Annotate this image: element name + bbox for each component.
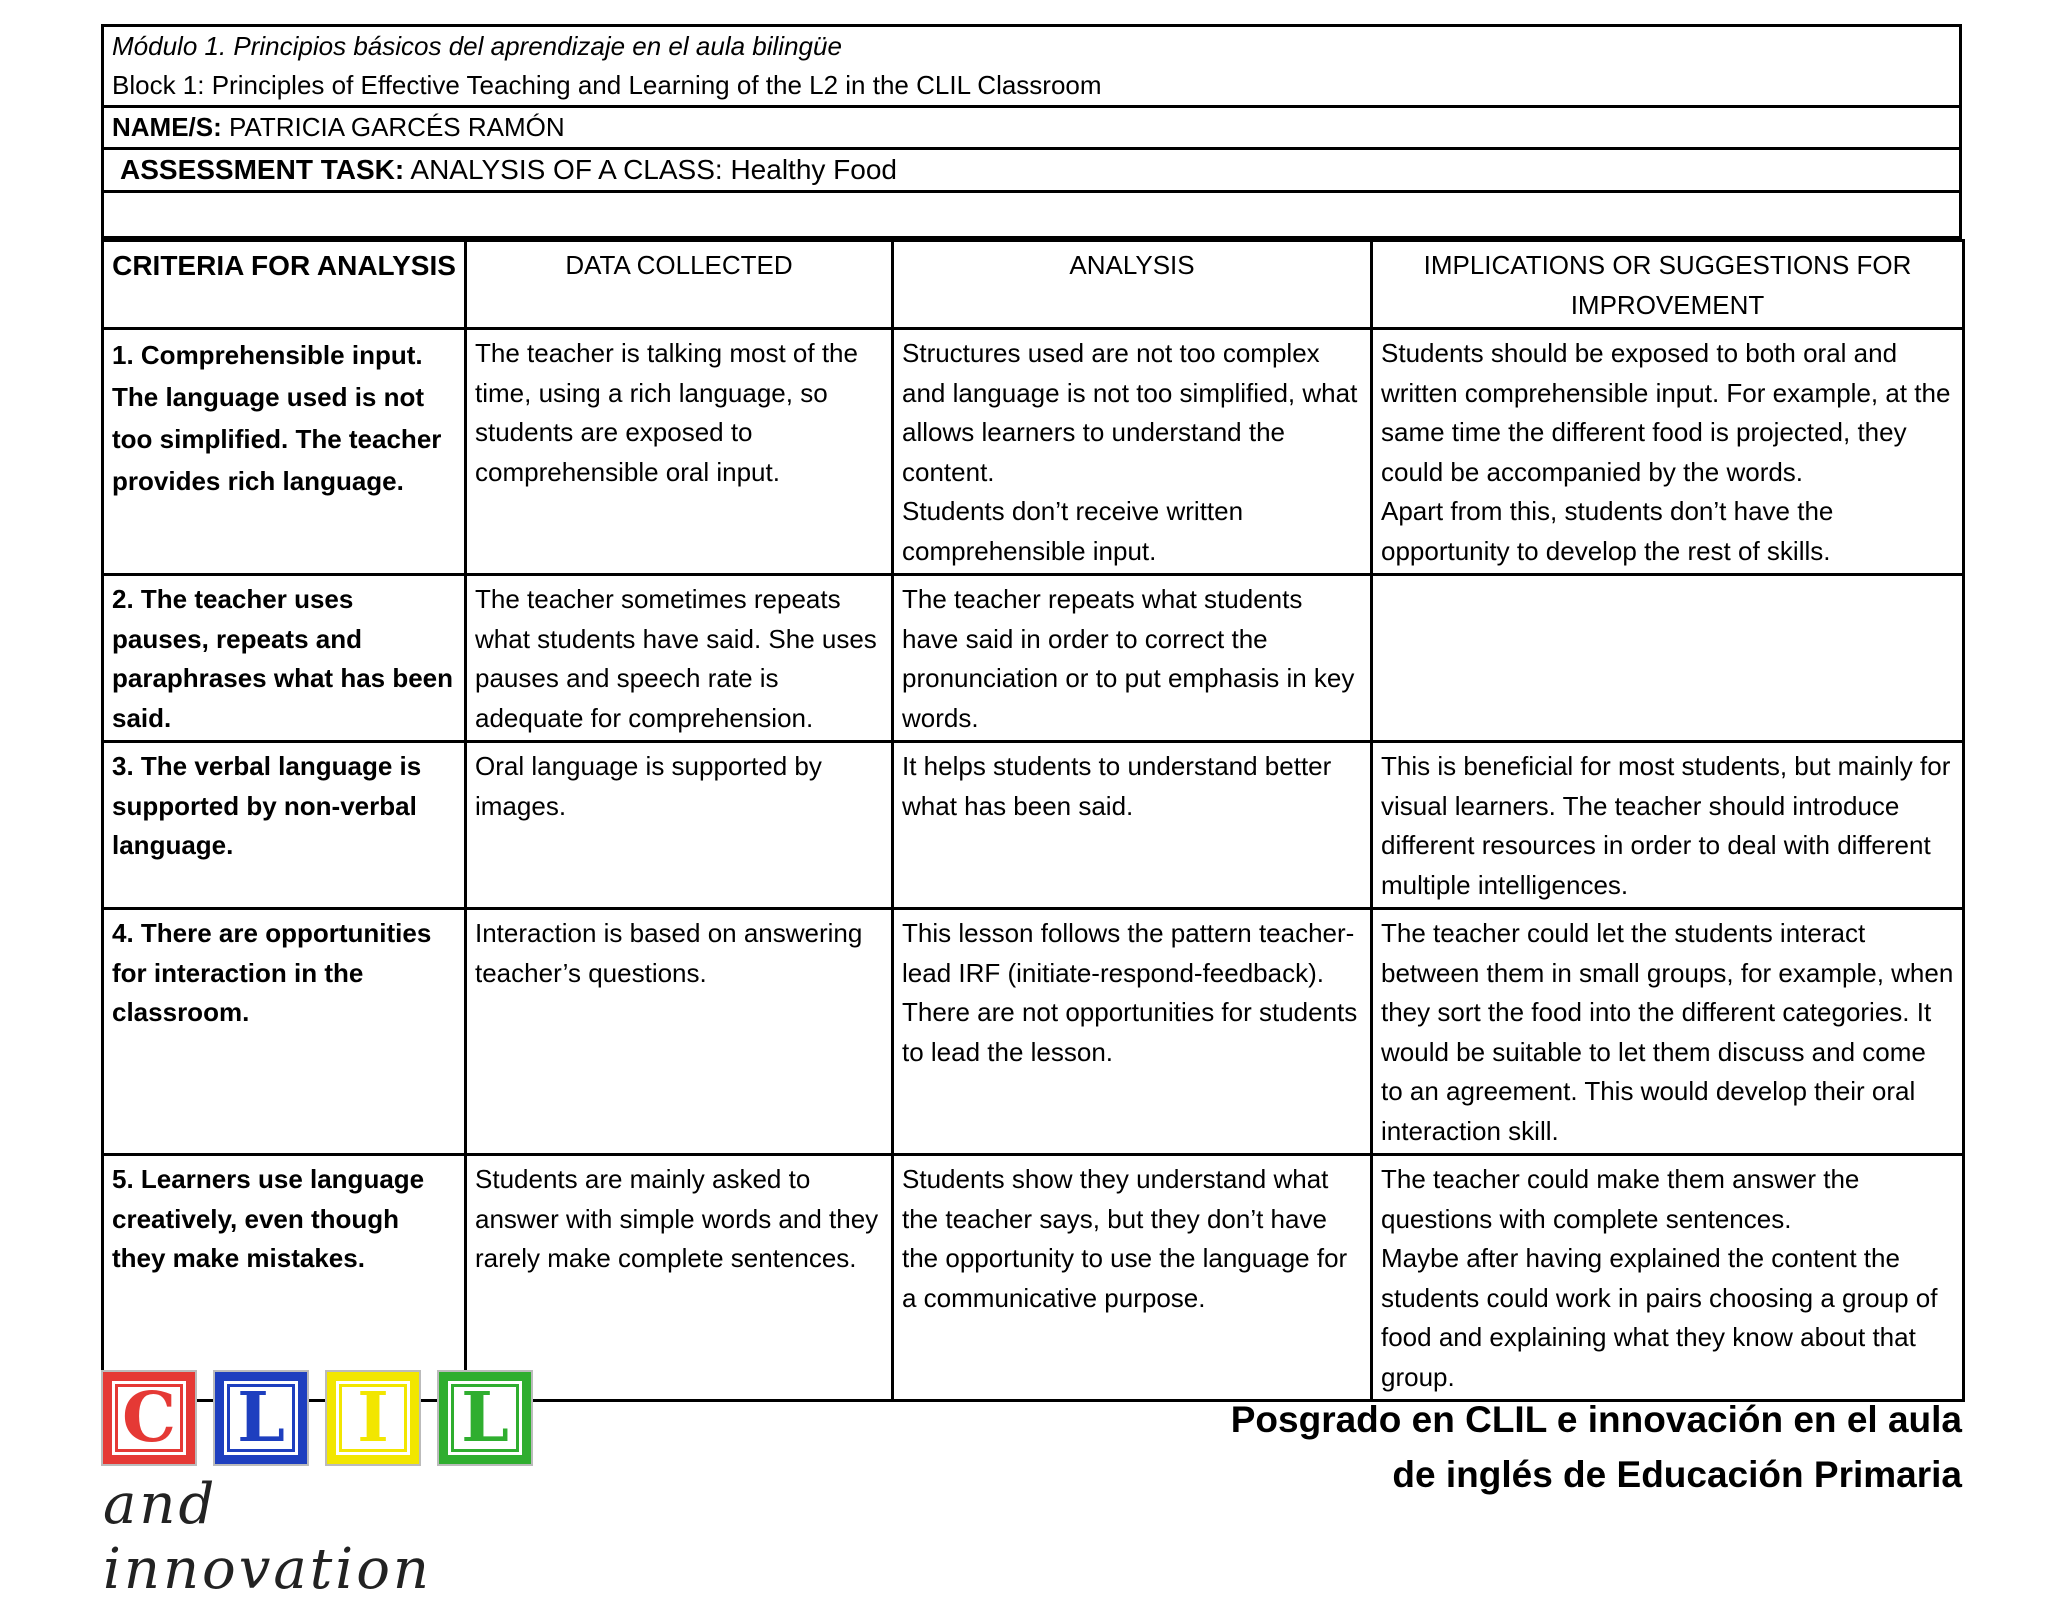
empty-row xyxy=(104,193,1959,239)
course-footer xyxy=(1231,1392,1962,1502)
data-cell: The teacher sometimes repeats what students have said. She uses pauses and speech rate is adequate for comprehension. xyxy=(466,575,893,742)
module-title: Módulo 1. Principios básicos del aprendizaje en el aula bilingüe xyxy=(112,31,842,61)
analysis-cell: The teacher repeats what students have said in order to correct the pronunciation or to put emphasis in key words. xyxy=(893,575,1372,742)
criteria-cell: 2. The teacher uses pauses, repeats and paraphrases what has been said. xyxy=(103,575,466,742)
task-label: ASSESSMENT TASK: xyxy=(120,154,405,185)
table-row xyxy=(103,575,1964,742)
data-cell: Interaction is based on answering teacher’s questions. xyxy=(466,909,893,1155)
implications-text: The teacher could make them answer the questions with complete sentences. xyxy=(1381,1164,1860,1234)
data-cell: Students are mainly asked to answer with simple words and they rarely make complete sentences. xyxy=(466,1155,893,1401)
analysis-text: Students don’t receive written comprehensible input. xyxy=(902,496,1244,566)
table-header-row xyxy=(103,241,1964,329)
analysis-cell: It helps students to understand better what has been said. xyxy=(893,742,1372,909)
data-cell: Oral language is supported by images. xyxy=(466,742,893,909)
footer-line-2: de inglés de Educación Primaria xyxy=(1392,1454,1962,1495)
logo-subtitle: and innovation xyxy=(103,1472,432,1602)
name-label: NAME/S: xyxy=(112,112,222,142)
criteria-cell: 1. Comprehensible input. The language used is not too simplified. The teacher provides rich language. xyxy=(103,329,466,575)
assessment-task-row xyxy=(104,150,1959,193)
analysis-cell xyxy=(893,909,1372,1155)
column-header-data: DATA COLLECTED xyxy=(466,241,893,329)
implications-cell: This is beneficial for most students, but mainly for visual learners. The teacher should introduce different resources in order to deal with different multiple intelligences. xyxy=(1372,742,1964,909)
implications-cell xyxy=(1372,575,1964,742)
column-header-criteria: CRITERIA FOR ANALYSIS xyxy=(103,241,466,329)
analysis-text: There are not opportunities for students to lead the lesson. xyxy=(902,997,1358,1067)
column-header-analysis: ANALYSIS xyxy=(893,241,1372,329)
analysis-cell xyxy=(893,329,1372,575)
implications-text: Apart from this, students don’t have the opportunity to develop the rest of skills. xyxy=(1381,496,1834,566)
task-value: ANALYSIS OF A CLASS: Healthy Food xyxy=(404,154,898,185)
criteria-cell: 5. Learners use language creatively, even though they make mistakes. xyxy=(103,1155,466,1401)
implications-cell: The teacher could let the students interact between them in small groups, for example, when they sort the food into the different categories. It would be suitable to let them discuss and come to an agreement. This would develop their oral interaction skill. xyxy=(1372,909,1964,1155)
analysis-table xyxy=(101,239,1965,1402)
assessment-sheet xyxy=(101,24,1962,1402)
implications-cell xyxy=(1372,1155,1964,1401)
criteria-cell: 3. The verbal language is supported by non-verbal language. xyxy=(103,742,466,909)
analysis-text: Structures used are not too complex and language is not too simplified, what allows learners to understand the content. xyxy=(902,338,1358,487)
block-title: Block 1: Principles of Effective Teaching and Learning of the L2 in the CLIL Classroom xyxy=(112,70,1102,100)
footer-line-1: Posgrado en CLIL e innovación en el aula xyxy=(1230,1399,1962,1440)
logo-block-c: C xyxy=(103,1372,195,1464)
analysis-cell: Students show they understand what the teacher says, but they don’t have the opportunity to use the language for a communicative purpose. xyxy=(893,1155,1372,1401)
table-row xyxy=(103,742,1964,909)
logo-block-i: I xyxy=(327,1372,419,1464)
table-row xyxy=(103,329,1964,575)
implications-text: Maybe after having explained the content the students could work in pairs choosing a group of food and explaining what they know about that group. xyxy=(1381,1243,1938,1392)
data-cell: The teacher is talking most of the time, using a rich language, so students are exposed to comprehensible oral input. xyxy=(466,329,893,575)
table-row xyxy=(103,909,1964,1155)
course-title-row xyxy=(104,27,1959,108)
implications-cell xyxy=(1372,329,1964,575)
logo-block-l-2: L xyxy=(439,1372,531,1464)
clil-logo xyxy=(103,1372,543,1602)
name-value: PATRICIA GARCÉS RAMÓN xyxy=(221,112,565,142)
column-header-implications: IMPLICATIONS OR SUGGESTIONS FOR IMPROVEMENT xyxy=(1372,241,1964,329)
analysis-text: This lesson follows the pattern teacher-lead IRF (initiate-respond-feedback). xyxy=(902,918,1355,988)
implications-text: Students should be exposed to both oral and written comprehensible input. For example, at the same time the different food is projected, they could be accompanied by the words. xyxy=(1381,338,1951,487)
header-block xyxy=(101,24,1962,239)
table-row xyxy=(103,1155,1964,1401)
criteria-cell: 4. There are opportunities for interaction in the classroom. xyxy=(103,909,466,1155)
name-row xyxy=(104,108,1959,150)
logo-block-l: L xyxy=(215,1372,307,1464)
